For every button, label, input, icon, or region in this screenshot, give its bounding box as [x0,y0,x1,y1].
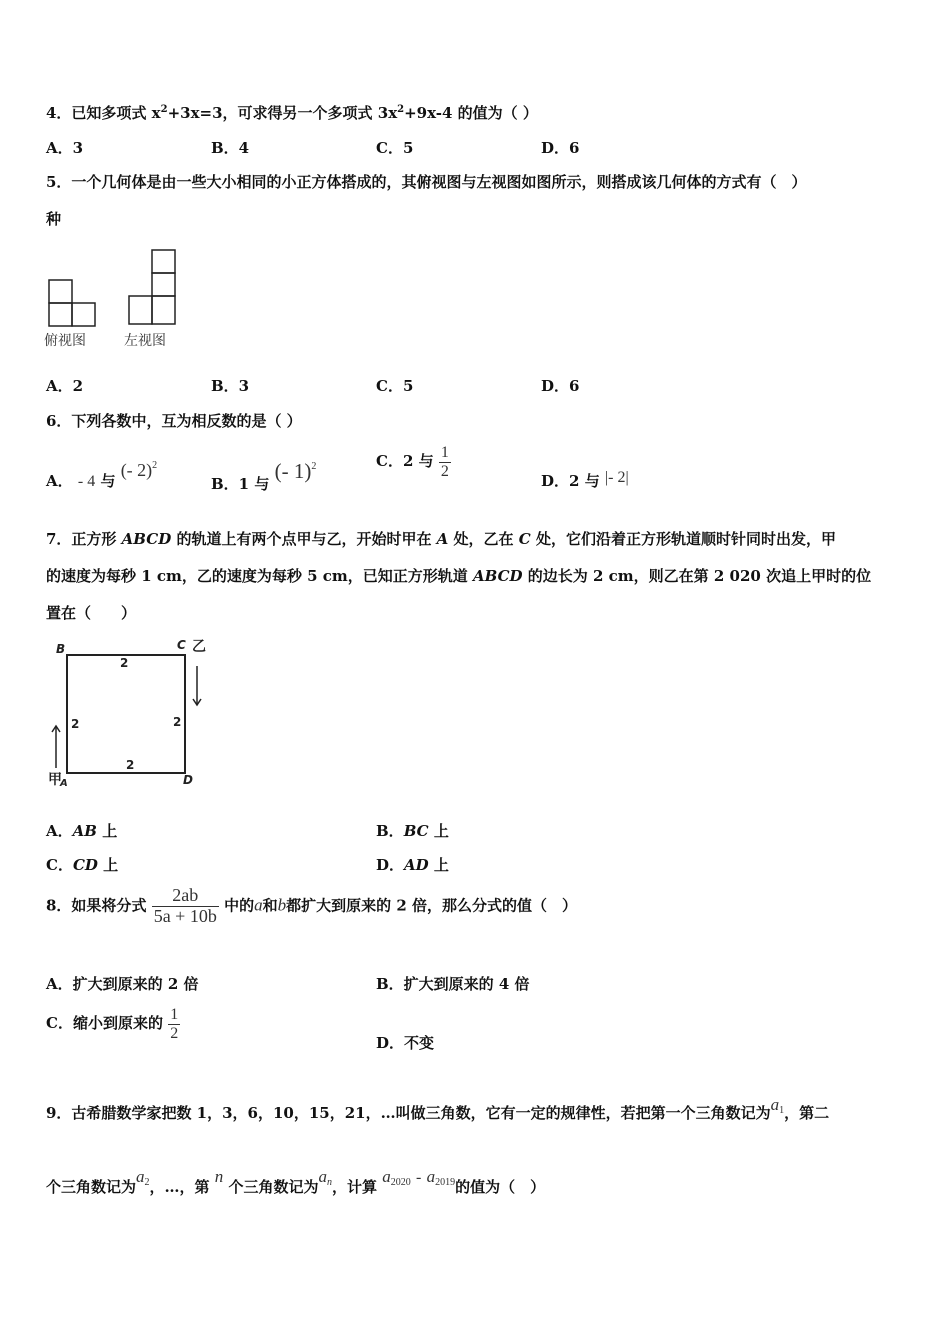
q6-d-right: |- 2| [604,469,629,486]
q7-stem-line2: 的速度为每秒 1 cm，乙的速度为每秒 5 cm，已知正方形轨道 ABCD 的边长为 2 cm，则乙在第 2 020 次追上甲时的位 [46,567,872,585]
left-view-grid [129,250,175,324]
q7-stem-line3: 置在（ ） [46,604,137,622]
q9-stem-line2: 个三角数记为$a_2$，…，第 n 个三角数记为$a_n$，计算 $a_{2020} - a_{2019}$的值为（ ） [46,1167,546,1196]
label-jia: 甲 [48,772,62,788]
q5-option-c[interactable]: C．5 [376,377,414,395]
top-view-label: 俯视图 [44,333,86,349]
q6-c-fraction: $\frac{1}{2}$ [440,444,449,480]
q8-option-b[interactable]: B．扩大到原来的 4 倍 [376,975,530,993]
square-track [67,655,185,773]
q7-option-b[interactable]: B．BC 上 [376,822,449,840]
q8-option-c[interactable]: C．缩小到原来的 $\frac{1}{2}$ [46,1006,179,1042]
q8-option-d[interactable]: D．不变 [376,1034,435,1052]
q5-stem-line2: 种 [46,210,62,228]
vertex-a: A [60,778,68,789]
vertex-c: C [177,638,186,652]
q5-views-figure [40,244,190,354]
vertex-b: B [56,642,66,656]
top-view-grid [49,280,95,326]
side-left-length: 2 [71,717,80,731]
q6-option-d[interactable]: D．2 与 |- 2| [541,469,629,490]
vertex-d: D [183,773,193,787]
q9-stem-line1: 9．古希腊数学家把数 1，3，6，10，15，21，…叫做三角数，它有一定的规律性，若把第一个三角数记为$a_1$，第二 [46,1095,830,1122]
q4-option-d[interactable]: D．6 [541,139,580,157]
q6-option-a[interactable]: A． - 4 与 (- 2)$^2$ [46,460,158,490]
q4-stem: 4．已知多项式 $x^2+3x=3$，可求得另一个多项式 $3x^2+9x-4$ 的值为（ ） [46,104,538,122]
q5-option-d[interactable]: D．6 [541,377,580,395]
q6-option-c[interactable]: C．2 与 $\frac{1}{2}$ [376,444,449,480]
q6-a-right: (- 2) [120,460,153,480]
q4-option-b[interactable]: B．4 [211,139,250,157]
side-top-length: 2 [120,656,129,670]
q5-option-b[interactable]: B．3 [211,377,250,395]
q6-option-b[interactable]: B．1 与 (- 1)$^2$ [211,459,317,493]
q7-square-figure [44,636,219,792]
q6-a-left: - 4 [77,473,96,490]
q4-option-a[interactable]: A．3 [46,139,84,157]
q7-option-a[interactable]: A．AB 上 [46,822,118,840]
q7-stem-line1: 7．正方形 ABCD 的轨道上有两个点甲与乙，开始时甲在 A 处，乙在 C 处，它们沿着正方形轨道顺时针同时出发，甲 [46,530,836,548]
q6-stem: 6．下列各数中，互为相反数的是（ ） [46,412,302,430]
q4-option-c[interactable]: C．5 [376,139,414,157]
left-view-label: 左视图 [124,333,166,349]
q6-b-right: (- 1) [274,459,312,483]
jia-direction-arrow [52,726,60,768]
q8-option-a[interactable]: A．扩大到原来的 2 倍 [46,975,199,993]
side-right-length: 2 [173,715,182,729]
q8-c-fraction: $\frac{1}{2}$ [170,1006,179,1042]
q7-option-c[interactable]: C．CD 上 [46,856,119,874]
side-bottom-length: 2 [126,758,135,772]
q5-stem-line1: 5．一个几何体是由一些大小相同的小正方体搭成的，其俯视图与左视图如图所示，则搭成该几何体的方式有（ ） [46,173,807,191]
label-yi: 乙 [192,639,206,655]
q7-option-d[interactable]: D．AD 上 [376,856,449,874]
q8-fraction: $\frac{2ab}{5a + 10b}$ [153,885,217,926]
yi-direction-arrow [193,666,201,705]
q5-option-a[interactable]: A．2 [46,377,84,395]
q8-stem: 8．如果将分式 $\frac{2ab}{5a + 10b}$ 中的a和b都扩大到原来的 2 倍，那么分式的值（ ） [46,885,577,926]
